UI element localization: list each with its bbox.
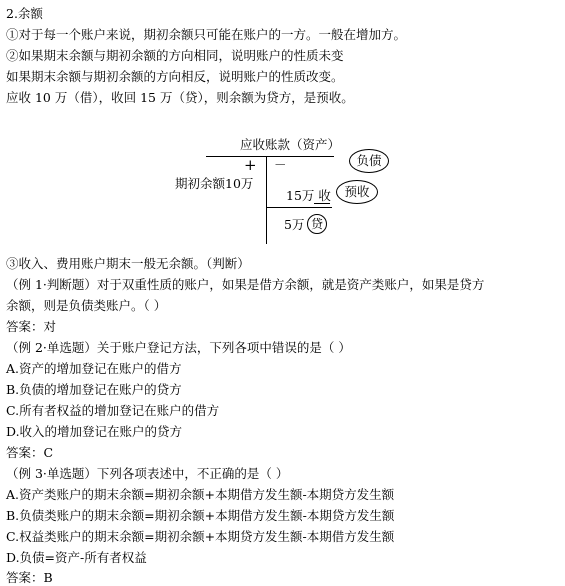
double-underline-2 <box>314 207 330 208</box>
point-2a: ②如果期末余额与期初余额的方向相同，说明账户的性质未变 <box>6 48 344 63</box>
q3-option-c: C.权益类账户的期末余额=期初余额+本期贷方发生额-本期借方发生额 <box>6 529 395 544</box>
t-account-center-line <box>266 156 267 244</box>
balance-entry: 5万 <box>284 217 305 232</box>
opening-balance-label: 期初余额10万 <box>175 176 254 191</box>
section-heading: 2.余额 <box>6 6 43 21</box>
q1-stem-line2: 余额，则是负债类账户。（ ） <box>6 298 167 313</box>
debit-plus-sign: + <box>244 156 257 174</box>
credit-balance-circle: 贷 <box>307 214 327 234</box>
example-text: 应收 10 万（借），收回 15 万（贷），则余额为贷方，是预收。 <box>6 90 354 105</box>
q1-answer: 答案：对 <box>6 319 57 334</box>
credit-minus-sign: － <box>274 157 287 172</box>
liability-oval: 负债 <box>349 149 389 173</box>
q2-option-b: B.负债的增加登记在账户的贷方 <box>6 382 182 397</box>
q3-answer: 答案：B <box>6 570 53 585</box>
q2-option-a: A.资产的增加登记在账户的借方 <box>6 361 182 376</box>
point-3: ③收入、费用账户期末一般无余额。（判断） <box>6 256 250 271</box>
q3-stem: （例 3·单选题）下列各项表述中，不正确的是（ ） <box>6 466 289 481</box>
q2-option-c: C.所有者权益的增加登记在账户的借方 <box>6 403 220 418</box>
q3-option-b: B.负债类账户的期末余额=期初余额+本期借方发生额-本期贷方发生额 <box>6 508 395 523</box>
q2-answer: 答案：C <box>6 445 54 460</box>
advance-receipt-oval: 预收 <box>336 180 378 204</box>
point-2b: 如果期末余额与期初余额的方向相反，说明账户的性质改变。 <box>6 69 344 84</box>
q1-stem-line1: （例 1·判断题）对于双重性质的账户，如果是借方余额，就是资产类账户，如果是贷方 <box>6 277 485 292</box>
t-account-title: 应收账款（资产） <box>240 137 341 152</box>
double-underline-1 <box>314 203 330 204</box>
q2-option-d: D.收入的增加登记在账户的贷方 <box>6 424 183 439</box>
q2-stem: （例 2·单选题）关于账户登记方法，下列各项中错误的是（ ） <box>6 340 351 355</box>
credit-entry: 15万 收 <box>286 188 331 203</box>
point-1: ①对于每一个账户来说，期初余额只可能在账户的一方。一般在增加方。 <box>6 27 407 42</box>
q3-option-d: D.负债=资产-所有者权益 <box>6 550 147 565</box>
t-account-top-line <box>206 156 334 157</box>
q3-option-a: A.资产类账户的期末余额=期初余额+本期借方发生额-本期贷方发生额 <box>6 487 395 502</box>
